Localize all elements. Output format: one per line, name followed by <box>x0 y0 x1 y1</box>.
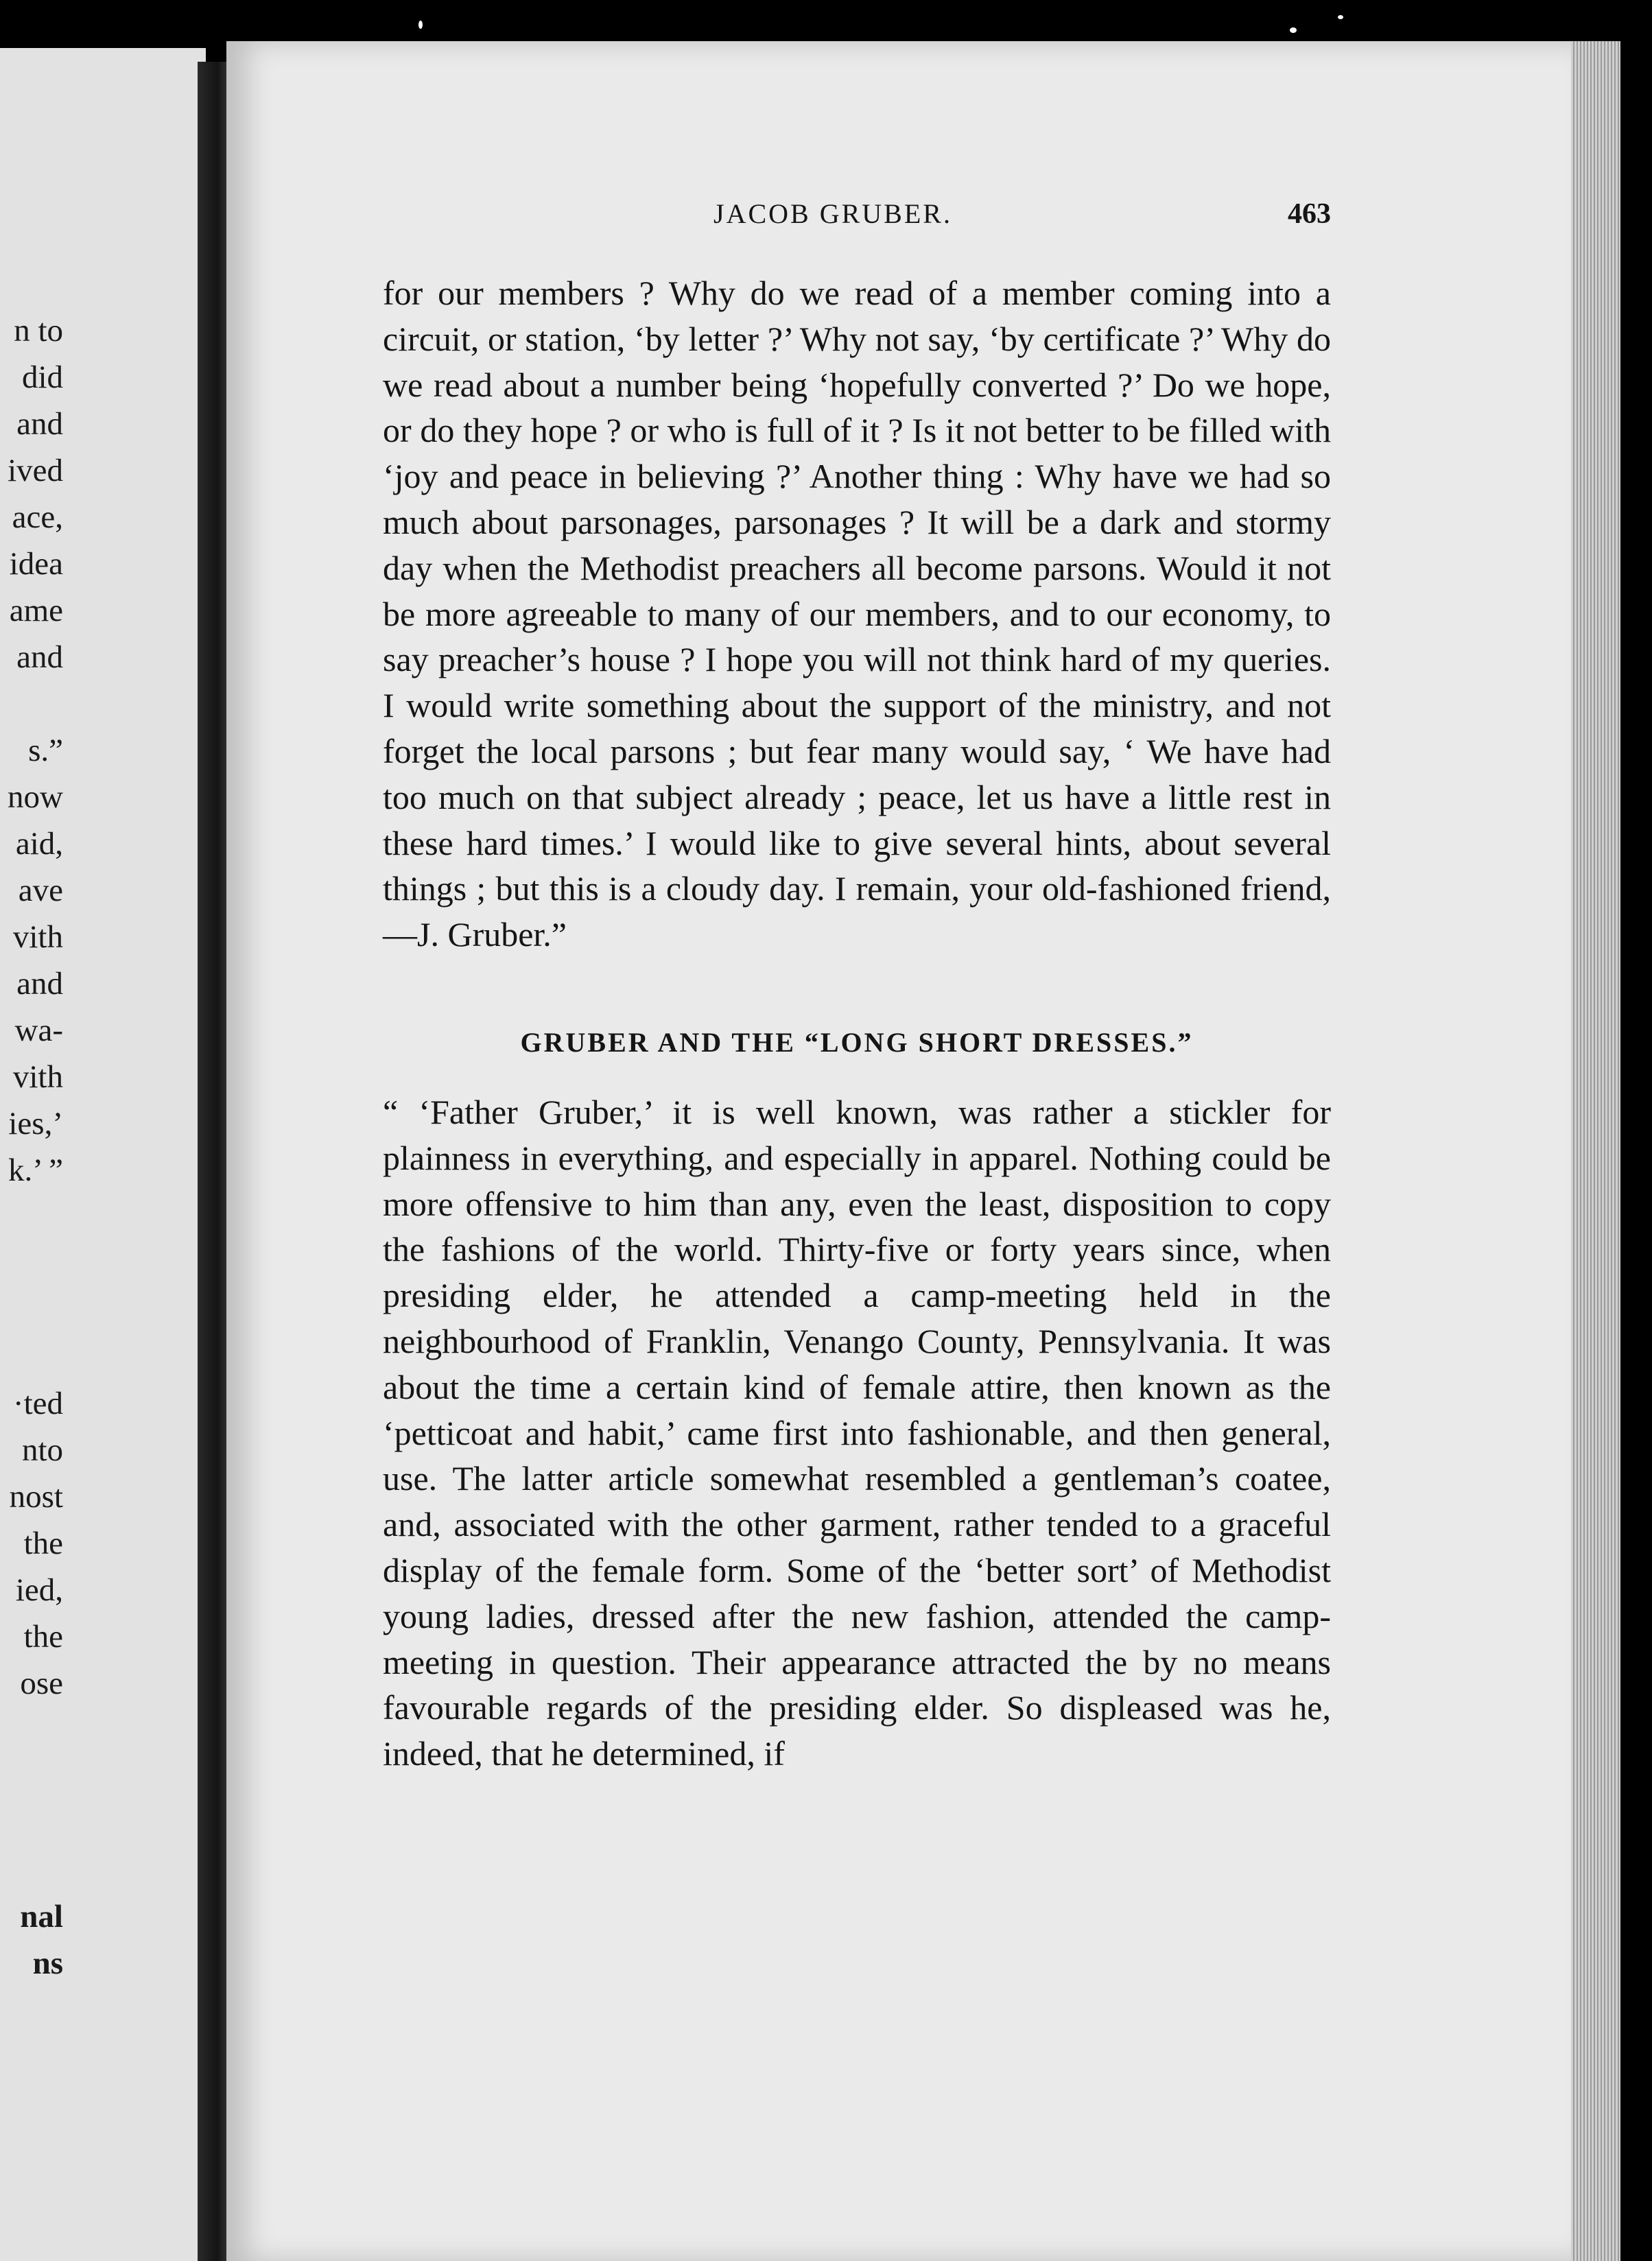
running-head: JACOB GRUBER. <box>713 198 952 229</box>
left-page-fragment: s.” <box>28 733 63 768</box>
left-page-fragment: ame <box>9 593 63 628</box>
left-page-fragment: ·ted <box>12 1386 63 1421</box>
left-page-fragment: ave <box>18 873 63 908</box>
left-page-fragment: did <box>21 359 63 395</box>
left-page-fragment: vith <box>12 1059 63 1095</box>
left-page-fragment: idea <box>9 546 63 582</box>
left-page-fragment: ived <box>8 453 63 488</box>
left-page-fragment: now <box>8 779 63 815</box>
left-page <box>0 48 206 2261</box>
left-page-fragment: ied, <box>15 1572 63 1608</box>
left-page-fragment: ies,’ <box>8 1106 63 1141</box>
section-heading: GRUBER AND THE “LONG SHORT DRESSES.” <box>520 1026 1194 1058</box>
left-page-fragment: wa- <box>14 1013 63 1048</box>
page-number: 463 <box>1288 198 1331 230</box>
left-page-fragment: aid, <box>15 826 63 862</box>
left-page-fragment: and <box>16 639 63 675</box>
left-page-fragment: the <box>23 1619 63 1655</box>
page-header <box>384 198 1331 239</box>
left-page-fragment: k.’ ” <box>8 1152 63 1188</box>
left-page-fragment: ns <box>32 1945 63 1981</box>
book-gutter <box>198 62 231 2261</box>
left-page-fragment: the <box>23 1526 63 1561</box>
left-page-fragment: ace, <box>12 499 63 535</box>
left-page-fragment: and <box>16 406 63 442</box>
page-edge <box>1571 41 1620 2261</box>
left-page-fragment: and <box>16 966 63 1002</box>
left-page-fragment: ose <box>20 1666 63 1701</box>
left-page-fragment: n to <box>14 313 63 348</box>
left-page-fragment: nto <box>21 1432 63 1468</box>
scan-speck <box>1290 27 1297 33</box>
letter-paragraph: for our members ? Why do we read of a member coming into a circuit, or station, ‘by letter ?’ Why not say, ‘by certificate ?’ Why do we read about a number being ‘hopefully converted ?’ Do we hope, or do they hope ? or who is full of it ? Is it not better to be filled with ‘joy and peace in believing ?’ Another thing : Why have we had so much about parsonages, parsonages ? It will be a dark and stormy day when the Methodist preachers all become parsons. Would it not be more agreeable to many of our members, and to our economy, to say preacher’s house ? I hope you will not think hard of my queries. I would write something about the support of the ministry, and not forget the local parsons ; but fear many would say, ‘ We have had too much on that subject already ; peace, let us have a little rest in these hard times.’ I would like to give several hints, about several things ; but this is a cloudy day. I remain, your old-fashioned friend,—J. Gruber.” <box>383 274 1331 954</box>
left-page-fragment: vith <box>12 919 63 955</box>
left-page-fragment: nost <box>9 1479 63 1515</box>
left-page-fragment: nal <box>20 1899 63 1934</box>
story-paragraph: “ ‘Father Gruber,’ it is well known, was rather a stickler for plainness in everything, and especially in apparel. Nothing could be more offensive to him than any, even the least, disposition to copy the fashions of the world. Thirty-five or forty years since, when presiding elder, he attended a camp-meeting held in the neighbourhood of Franklin, Venango County, Pennsylvania. It was about the time a certain kind of female attire, then known as the ‘petticoat and habit,’ came first into fashionable, and then general, use. The latter article somewhat resembled a gentleman’s coatee, and, associated with the other garment, rather tended to a graceful display of the female form. Some of the ‘better sort’ of Methodist young ladies, dressed after the new fashion, attended the camp-meeting in question. Their appearance attracted the by no means favourable regards of the presiding elder. So displeased was he, indeed, that he determined, if <box>383 1092 1331 1773</box>
scan-speck <box>418 21 423 29</box>
scan-speck <box>1338 15 1343 19</box>
page-body <box>383 270 1331 1777</box>
